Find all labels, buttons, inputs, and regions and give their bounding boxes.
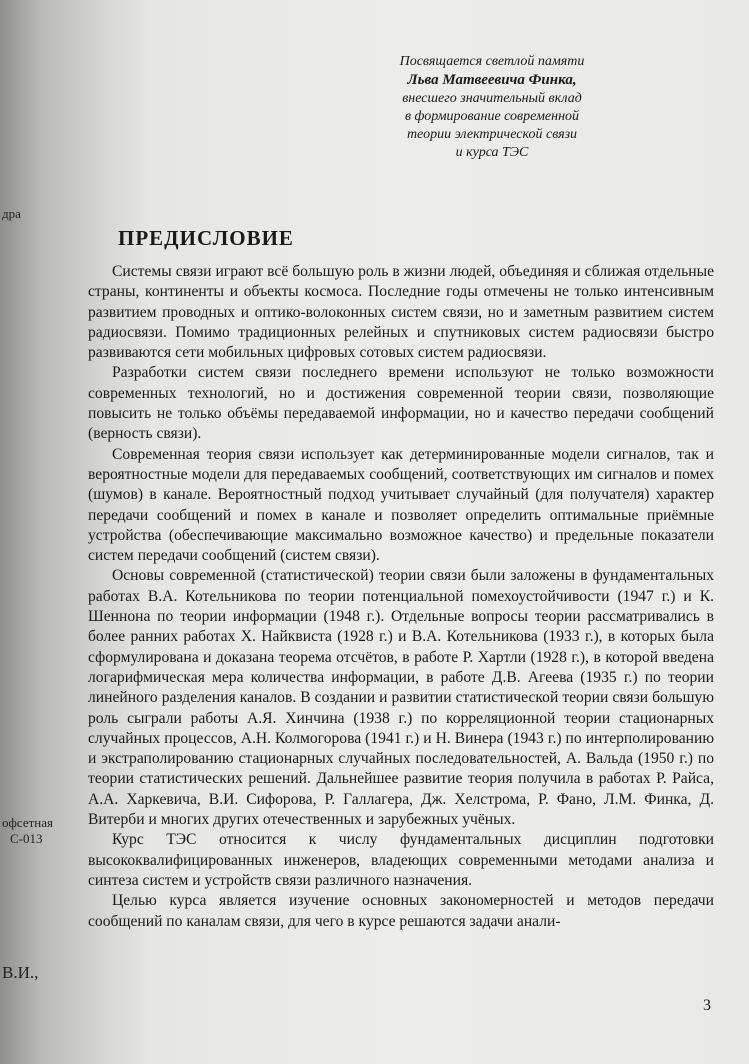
preface-body bbox=[88, 262, 714, 932]
paragraph: Основы современной (статистической) теории связи были заложены в фундаментальных работах В.А. Котельникова по теории потенциальной помехоустойчивости (1947 г.) и К. Шеннона по теории информации (1948 г.). Отдельные вопросы теории рассматривались в более ранних работах Х. Найквиста (1928 г.) и В.А. Котельникова (1933 г.), в которых была сформулирована и доказана теорема отсчётов, в работе Р. Хартли (1928 г.), в которой введена логарифмическая мера количества информации, в работе Д.В. Агеева (1935 г.) по теории линейного разделения каналов. В создании и развитии статистической теории связи большую роль сыграли работы А.Я. Хинчина (1938 г.) по корреляционной теории стационарных случайных процессов, А.Н. Колмогорова (1941 г.) и Н. Винера (1943 г.) по интерполированию и экстраполированию стационарных случайных последовательностей, А. Вальда (1950 г.) по теории статистических решений. Дальнейшее развитие теория получила в работах Р. Райса, А.А. Харкевича, В.И. Сифорова, Р. Галлагера, Дж. Хелстрома, Р. Фано, Л.М. Финка, Д. Витерби и многих других отечественных и зарубежных учёных. bbox=[88, 567, 714, 829]
dedication-line: внесшего значительный вклад bbox=[402, 91, 582, 106]
paragraph: Целью курса является изучение основных закономерностей и методов передачи сообщений по каналам связи, для чего в курсе решаются задачи анали- bbox=[88, 892, 714, 930]
paragraph: Современная теория связи использует как детерминированные модели сигналов, так и вероятностные модели для передаваемых сообщений, соответствующих им сигналов и помех (шумов) в канале. Вероятностный подход учитывает случайный (для получателя) характер передачи сообщений и помех в канале и позволяет определить оптимальные приёмные устройства (обеспечивающие максимально возможное качество) и предельные показатели систем передачи сообщений (систем связи). bbox=[88, 445, 714, 565]
dedication-line: и курса ТЭС bbox=[455, 145, 529, 160]
dedication-line: теории электрической связи bbox=[406, 127, 578, 142]
dedication bbox=[362, 53, 622, 162]
margin-fragment-2: офсетная bbox=[2, 815, 54, 830]
paragraph: Системы связи играют всё большую роль в жизни людей, объединяя и сближая отдельные страны, континенты и объекты космоса. Последние годы отмечены не только интенсивным развитием проводных и оптико-волоконных систем связи, но и заметным развитием систем радиосвязи. Помимо традиционных релейных и спутниковых систем радиосвязи быстро развиваются сети мобильных цифровых сотовых систем радиосвязи. bbox=[88, 263, 714, 362]
margin-fragment-1: дра bbox=[2, 206, 21, 221]
dedication-line: в формирование современной bbox=[404, 109, 580, 124]
margin-fragment-3: С-013 bbox=[10, 831, 43, 846]
margin-fragment-4: В.И., bbox=[2, 963, 39, 982]
paragraph: Курс ТЭС относится к числу фундаментальных дисциплин подготовки высококвалифицированных инженеров, владеющих современными методами анализа и синтеза систем и устройств связи различного назначения. bbox=[88, 831, 714, 889]
left-margin-fragments bbox=[0, 0, 90, 1064]
dedication-line: Посвящается светлой памяти bbox=[399, 54, 585, 69]
paragraph: Разработки систем связи последнего времени используют не только возможности современных технологий, но и достижения современной теории связи, позволяющие повысить не только объёмы передаваемой информации, но и качество передачи сообщений (верность связи). bbox=[88, 364, 714, 443]
page-number: 3 bbox=[703, 997, 711, 1014]
page-heading: ПРЕДИСЛОВИЕ bbox=[118, 226, 294, 250]
dedication-name: Льва Матвеевича Финка, bbox=[407, 72, 577, 88]
